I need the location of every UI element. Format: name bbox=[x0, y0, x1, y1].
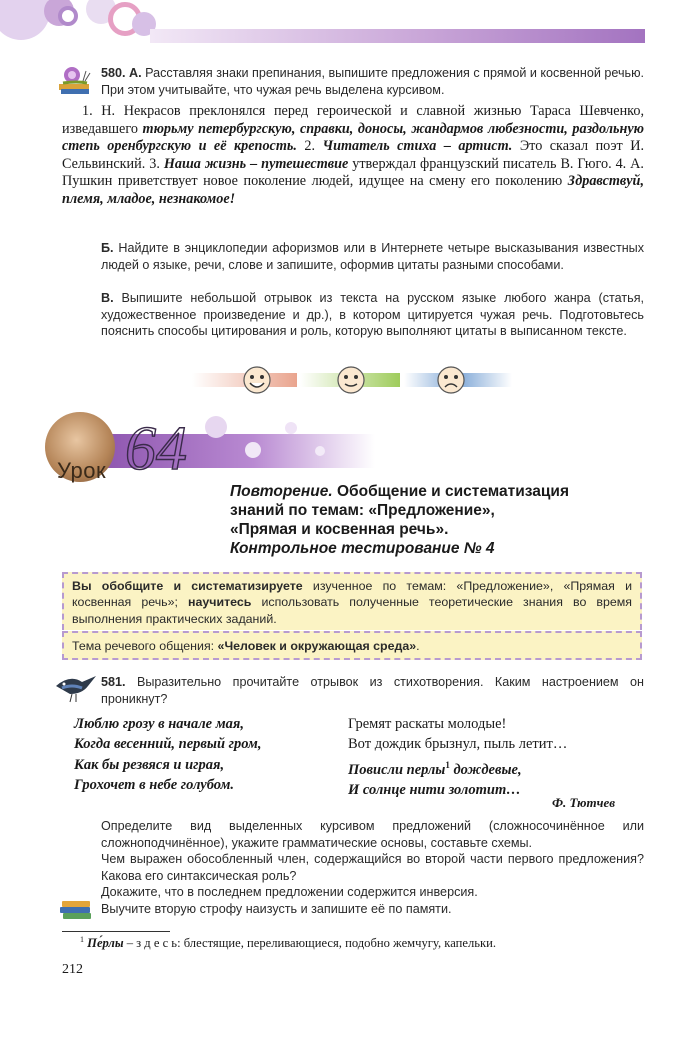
exercise-580-text: 1. Н. Некрасов преклонялся перед героической и славной жизнью Тараса Шевченко, изведавшего тюрьму петербургскую, справки, доносы, жандармов любезности, раздольную степь оренбургскую и её крепость. 2. Читатель стиха – артист. Это сказал поэт И. Сельвинский. 3. Наша жизнь – путешествие утверждал французский писатель В. Гюго. 4. А. Пушкин приветствует новое поколение людей, идущее на смену его поколению Здравствуй, племя, младое, незнакомое! bbox=[62, 103, 644, 207]
lesson-word: Урок bbox=[57, 458, 107, 483]
neutral-face-icon bbox=[336, 365, 366, 395]
lesson-title: Повторение. Обобщение и систематизация знаний по темам: «Предложение», «Прямая и косвенная речь». Контрольное тестирование № 4 bbox=[230, 483, 570, 557]
exercise-581-instruction: 581. Выразительно прочитайте отрывок из стихотворения. Каким настроением он проникнут? bbox=[101, 675, 644, 706]
instruction-text: Расставляя знаки препинания, выпишите предложения с прямой и косвенной речью. При этом учитывайте, что чужая речь выделена курсивом. bbox=[101, 66, 645, 97]
smiley-face-icon bbox=[242, 365, 272, 395]
exercise-label: 580. А. bbox=[101, 66, 142, 80]
task-b: Б. Найдите в энциклопедии афоризмов или в Интернете четыре высказывания известных людей о языке, речи, слове и запишите, оформив цитаты разными способами. bbox=[101, 241, 645, 272]
speech-theme-box: Тема речевого общения: «Человек и окружающая среда». bbox=[62, 631, 642, 660]
footnote: $^1$ Пе́рлы – з д е с ь: блестящие, переливающиеся, подобно жемчугу, капельки. bbox=[80, 935, 496, 951]
task-v: В. Выпишите небольшой отрывок из текста на русском языке любого жанра (статья, художественное произведение и др.), в котором цитируется чужая речь. Подготовьтесь пояснить способы цитирования и роль, которую выполняют цитаты в выписанном тексте. bbox=[101, 291, 645, 338]
poem-left-stanza: Люблю грозу в начале мая, Когда весенний, первый гром, Как бы резвяся и играя, Грохочет в небе голубом. bbox=[74, 716, 262, 794]
footnote-rule bbox=[62, 931, 170, 932]
sad-face-icon bbox=[436, 365, 466, 395]
poem-author: Ф. Тютчев bbox=[552, 795, 616, 810]
header-bar bbox=[150, 29, 645, 43]
exercise-581-questions: Определите вид выделенных курсивом предложений (сложносочинённое или сложноподчинённое), укажите грамматические основы, составьте схемы. Чем выражен обособленный член, содержащийся во второй части первого предложения? Какова его синтаксическая роль? Докажите, что в последнем предложении содержится инверсия. Выучите вторую строфу наизусть и запишите её по памяти. bbox=[101, 819, 644, 916]
poem-right-stanza: Гремят раскаты молодые! Вот дождик брызнул, пыль летит… Повисли перлы$^1$ дождевые, И солнце нити золотит… bbox=[348, 716, 568, 799]
lesson-goals-box: Вы обобщите и систематизируете изученное по темам: «Предложение», «Прямая и косвенная речь»; научитесь использовать полученные теоретические знания во время выполнения практических заданий. bbox=[62, 572, 642, 630]
snail-on-books-icon bbox=[57, 62, 93, 96]
smiley-divider bbox=[192, 365, 512, 395]
books-icon bbox=[60, 897, 94, 921]
page-number: 212 bbox=[62, 962, 83, 977]
lesson-number: 64 bbox=[125, 415, 187, 483]
bird-icon bbox=[52, 672, 100, 704]
exercise-580-instruction bbox=[101, 65, 644, 98]
lesson-banner bbox=[45, 412, 375, 490]
